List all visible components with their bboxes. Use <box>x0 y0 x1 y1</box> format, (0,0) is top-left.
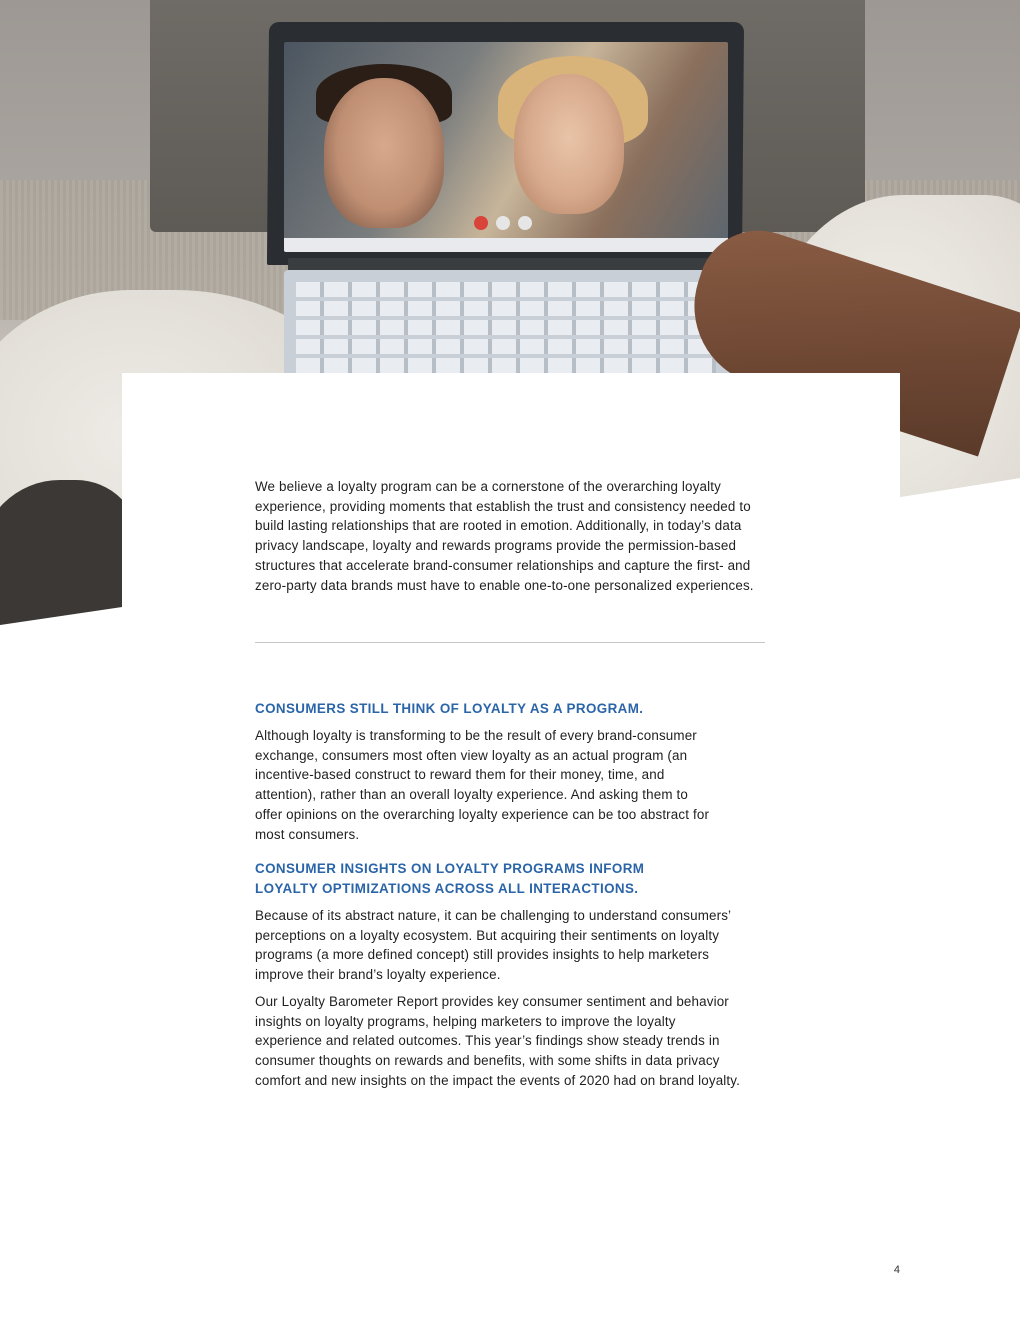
section1-paragraph: Although loyalty is transforming to be the result of every brand-consumer exchange, consumers most often view loyalty as an actual program (an incentive-based construct to reward them for their money, time, and attention), rather than an overall loyalty experience. And asking them to offer opinions on the overarching loyalty experience can be too abstract for most consumers. <box>255 728 710 842</box>
section2-paragraph-2: Our Loyalty Barometer Report provides key consumer sentiment and behavior insights on loyalty programs, helping marketers to improve the loyalty experience and related outcomes. This year’s findings show steady trends in consumer thoughts on rewards and benefits, with some shifts in data privacy comfort and new insights on the impact the events of 2020 had on brand loyalty. <box>255 994 741 1088</box>
page-number: 4 <box>893 1264 900 1276</box>
intro-section <box>255 477 765 595</box>
section1-body <box>255 726 715 844</box>
microphone-icon <box>518 216 532 230</box>
photo-person-b-face <box>514 74 624 214</box>
end-call-icon <box>474 216 488 230</box>
photo-person-a-face <box>324 78 444 228</box>
section2-paragraph-1: Because of its abstract nature, it can be challenging to understand consumers’ perceptions on a loyalty ecosystem. But acquiring their sentiments on loyalty programs (a more defined concept) still provides insights to help marketers improve their brand’s loyalty experience. <box>255 908 731 983</box>
photo-call-controls <box>474 216 534 230</box>
photo-dark-corner <box>0 480 140 630</box>
photo-laptop-screen <box>284 42 728 252</box>
section-divider <box>255 642 765 643</box>
section1-heading: CONSUMERS STILL THINK OF LOYALTY AS A PROGRAM. <box>255 701 644 716</box>
section2-body-1 <box>255 906 735 985</box>
camera-icon <box>496 216 510 230</box>
section2-body-2 <box>255 992 745 1091</box>
photo-laptop-keyboard <box>296 282 716 374</box>
intro-paragraph: We believe a loyalty program can be a cornerstone of the overarching loyalty experience, providing moments that establish the trust and consistency needed to build lasting relationships that are rooted in emotion. Additionally, in today’s data privacy landscape, loyalty and rewards programs provide the permission-based structures that accelerate brand-consumer relationships and capture the first- and zero-party data brands must have to enable one-to-one personalized experiences. <box>255 479 754 593</box>
photo-taskbar <box>284 238 728 252</box>
section2-heading: CONSUMER INSIGHTS ON LOYALTY PROGRAMS INFORM LOYALTY OPTIMIZATIONS ACROSS ALL INTERACTIONS. <box>255 861 645 896</box>
